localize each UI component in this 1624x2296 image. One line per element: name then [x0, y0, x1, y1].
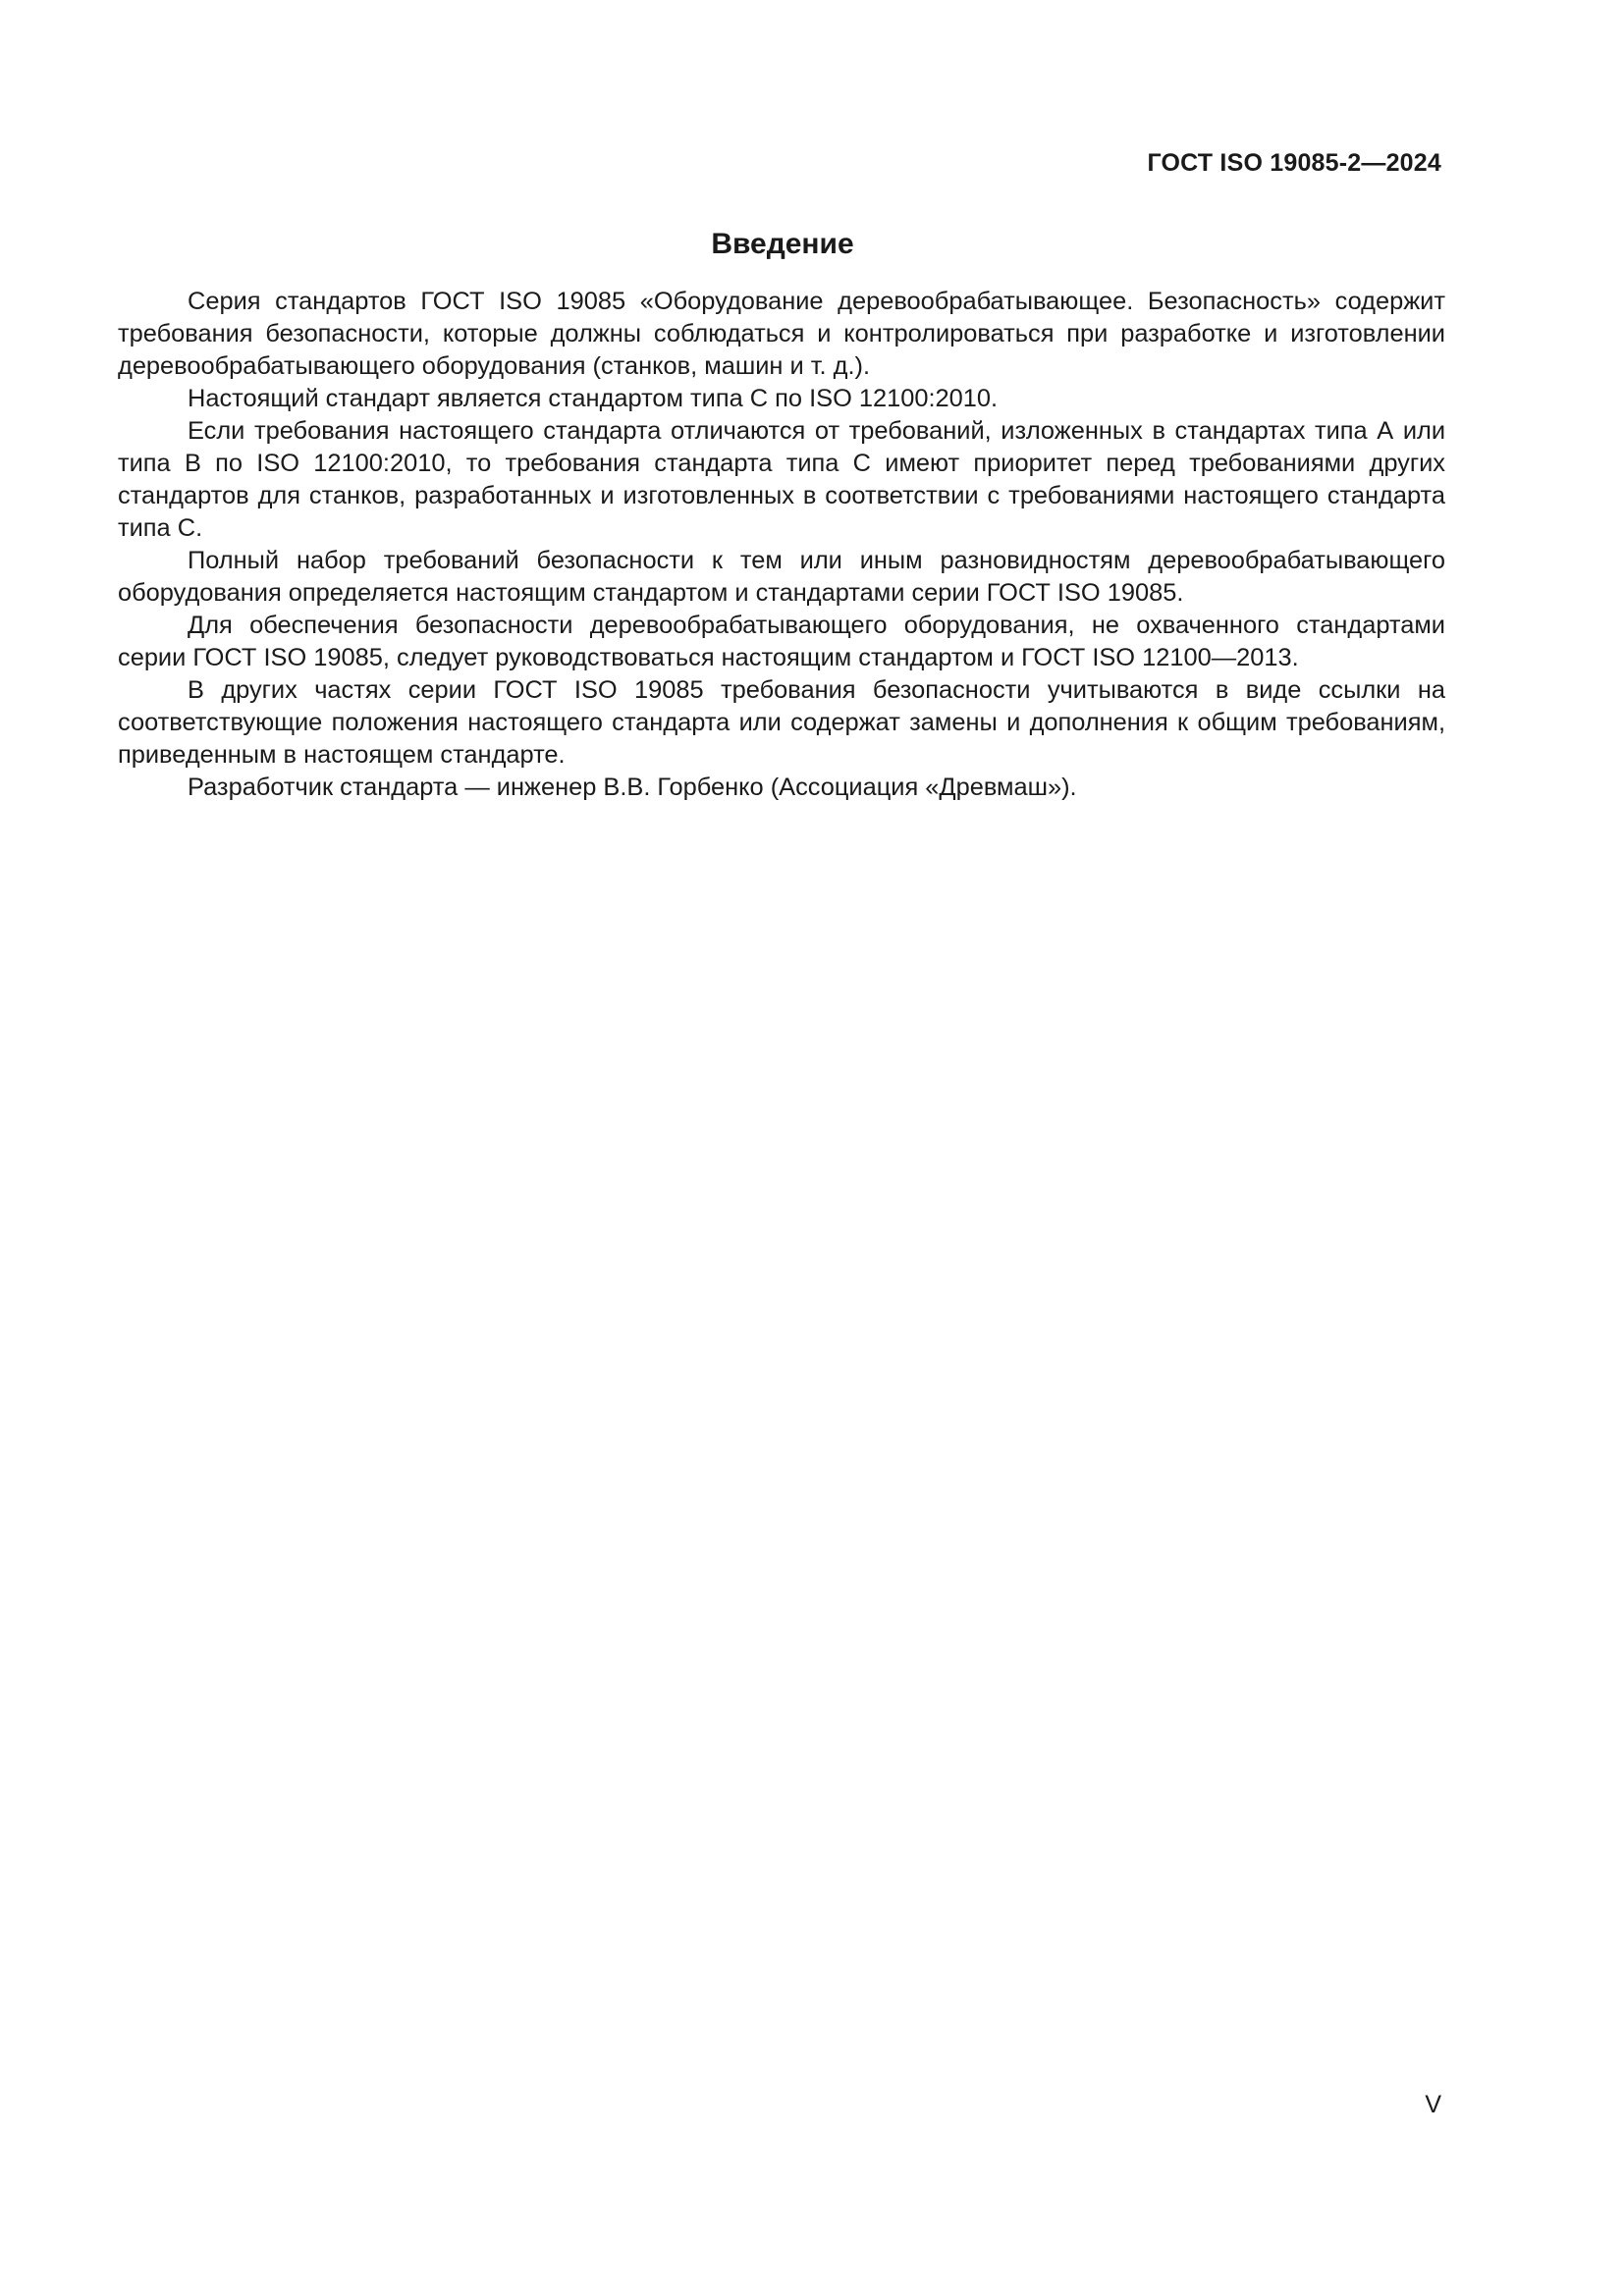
- introduction-body: [118, 286, 1445, 804]
- paragraph: Если требования настоящего стандарта отличаются от требований, изложенных в стандартах типа А или типа В по ISO 12100:2010, то требования стандарта типа С имеют приоритет перед требованиями других стандартов для станков, разработанных и изготовленных в соответствии с требованиями настоящего стандарта типа С.: [118, 417, 1445, 542]
- paragraph: Серия стандартов ГОСТ ISO 19085 «Оборудование деревообрабатывающее. Безопасность» содержит требования безопасности, которые должны соблюдаться и контролироваться при разработке и изготовлении деревообрабатывающего оборудования (станков, машин и т. д.).: [118, 288, 1445, 380]
- paragraph: Полный набор требований безопасности к тем или иным разновидностям деревообрабатывающего оборудования определяется настоящим стандартом и стандартами серии ГОСТ ISO 19085.: [118, 547, 1445, 607]
- paragraph: Для обеспечения безопасности деревообрабатывающего оборудования, не охваченного стандартами серии ГОСТ ISO 19085, следует руководствоваться настоящим стандартом и ГОСТ ISO 12100—2013.: [118, 612, 1445, 671]
- paragraph: Разработчик стандарта — инженер В.В. Горбенко (Ассоциация «Древмаш»).: [188, 774, 1077, 801]
- page-number: V: [1425, 2091, 1441, 2118]
- section-title: Введение: [711, 228, 854, 260]
- document-code-header: ГОСТ ISO 19085-2—2024: [1147, 149, 1441, 177]
- paragraph: Настоящий стандарт является стандартом типа С по ISO 12100:2010.: [188, 385, 999, 412]
- paragraph: В других частях серии ГОСТ ISO 19085 требования безопасности учитываются в виде ссылки на соответствующие положения настоящего стандарта или содержат замены и дополнения к общим требованиям, приведенным в настоящем стандарте.: [118, 676, 1445, 769]
